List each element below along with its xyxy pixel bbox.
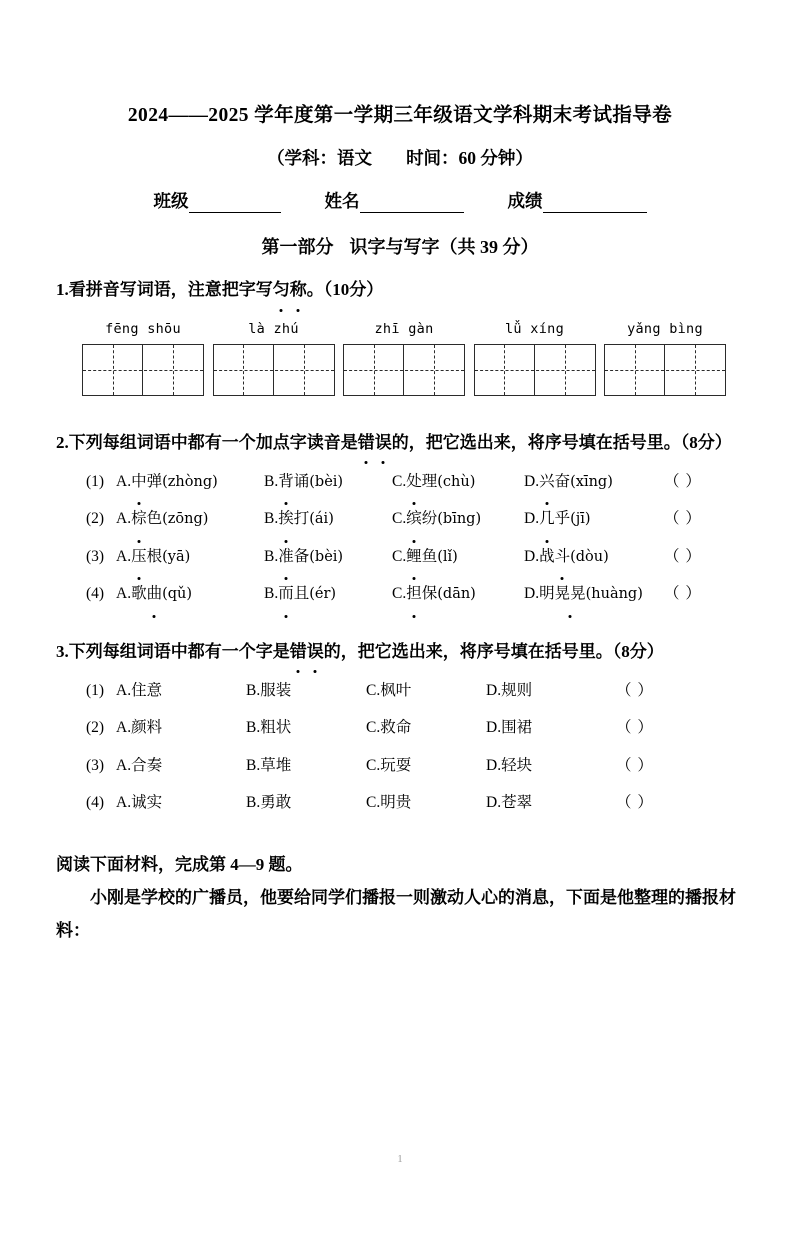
- option-word: 住意: [131, 681, 163, 699]
- emphasis-mark: 误: [375, 426, 392, 459]
- option-a[interactable]: [116, 709, 246, 747]
- option-word-post: 色: [146, 510, 163, 528]
- option-b[interactable]: [246, 747, 366, 785]
- answer-blank[interactable]: （ ）: [616, 794, 654, 812]
- emphasis-mark: 误: [307, 635, 324, 668]
- score-label: 成绩: [507, 191, 543, 212]
- option-word-post: 打: [293, 510, 310, 528]
- option-a[interactable]: [116, 463, 264, 501]
- option-label: D.: [524, 510, 540, 528]
- answer-blank[interactable]: （ ）: [616, 681, 654, 699]
- row-number: (1): [86, 681, 105, 699]
- option-word-post: 根: [146, 547, 163, 565]
- score-blank[interactable]: [543, 197, 647, 213]
- option-row: [86, 538, 744, 576]
- dotted-char: 中: [131, 463, 147, 501]
- part-one-heading: [56, 233, 744, 259]
- option-c[interactable]: [366, 672, 486, 710]
- option-label: D.: [486, 681, 502, 699]
- option-pronunciation: (ái): [309, 511, 334, 528]
- dotted-char: 担: [406, 575, 422, 613]
- emphasis-mark: 错: [358, 426, 375, 459]
- row-number: (4): [86, 794, 105, 812]
- option-word: 苍翠: [501, 794, 533, 812]
- option-label: A.: [116, 472, 132, 490]
- reading-section: [56, 848, 744, 947]
- option-pronunciation: (chù): [437, 473, 476, 490]
- option-word: 颜料: [131, 719, 163, 737]
- option-word: 诚实: [131, 794, 163, 812]
- option-pronunciation: (zhòng): [162, 473, 218, 490]
- option-label: D.: [524, 547, 540, 565]
- pinyin-label: yǎng bìng: [627, 320, 703, 337]
- option-row: [86, 747, 744, 785]
- option-word: 粗状: [260, 719, 292, 737]
- exam-subtitle: [56, 145, 744, 170]
- question-1-text-a: 看拼音写词语，注意把字写: [68, 280, 273, 300]
- answer-blank[interactable]: （ ）: [664, 547, 702, 565]
- class-field[interactable]: [154, 188, 281, 213]
- option-pronunciation: (dān): [437, 586, 476, 603]
- option-pronunciation: (xīng): [570, 473, 613, 490]
- student-info-row: [56, 188, 744, 213]
- option-row: [86, 709, 744, 747]
- emphasis-mark: 匀: [273, 273, 290, 306]
- option-b[interactable]: [264, 575, 392, 613]
- option-label: C.: [366, 794, 381, 812]
- score-field[interactable]: [508, 188, 647, 213]
- option-label: D.: [486, 756, 502, 774]
- question-1-prompt: [56, 273, 744, 306]
- option-label: B.: [264, 585, 279, 603]
- tianzige-cell[interactable]: [665, 345, 725, 395]
- option-word-pre: 歌: [131, 585, 147, 603]
- option-a[interactable]: [116, 672, 246, 710]
- answer-blank[interactable]: （ ）: [664, 510, 702, 528]
- dotted-char: 斗: [555, 538, 571, 576]
- option-label: A.: [116, 585, 132, 603]
- option-word-post: 保: [421, 585, 438, 603]
- option-label: A.: [116, 719, 132, 737]
- tianzige-box[interactable]: [82, 344, 204, 396]
- option-word-post: 理: [421, 472, 438, 490]
- option-pronunciation: (yā): [162, 548, 191, 565]
- option-row: [86, 500, 744, 538]
- class-blank[interactable]: [189, 197, 281, 213]
- option-b[interactable]: [264, 538, 392, 576]
- tianzige-cell[interactable]: [535, 345, 595, 395]
- option-b[interactable]: [246, 709, 366, 747]
- tianzige-cell[interactable]: [344, 345, 404, 395]
- option-word: 玩耍: [380, 756, 412, 774]
- option-d[interactable]: [486, 672, 616, 710]
- option-a[interactable]: [116, 538, 264, 576]
- option-word: 服装: [260, 681, 292, 699]
- dotted-char: 挨: [278, 500, 294, 538]
- option-word: 勇敢: [260, 794, 292, 812]
- pinyin-label: fēng shōu: [105, 320, 181, 337]
- option-a[interactable]: [116, 500, 264, 538]
- row-number: (2): [86, 719, 105, 737]
- pinyin-label: lǚ xíng: [505, 320, 564, 337]
- exam-page: [0, 104, 800, 1233]
- subject-label: （学科：语文: [267, 148, 373, 169]
- option-a[interactable]: [116, 784, 246, 822]
- pinyin-labels-row: [82, 321, 726, 344]
- pinyin-group: [82, 321, 204, 344]
- question-3-text-b: 的，把它选出来，将序号填在括号里。（8分）: [323, 641, 664, 661]
- emphasis-mark: 错: [290, 635, 307, 668]
- page-number: 1: [397, 1154, 403, 1165]
- option-pronunciation: (ér): [309, 586, 337, 603]
- option-d[interactable]: [524, 500, 664, 538]
- question-3-options: [56, 672, 744, 822]
- question-3-prompt: [56, 635, 744, 668]
- option-label: B.: [246, 719, 261, 737]
- row-number: (2): [86, 510, 105, 528]
- question-2-text-b: 的，把它选出来，将序号填在括号里。（8分）: [391, 432, 732, 452]
- option-label: B.: [264, 547, 279, 565]
- option-word-post: 且: [293, 585, 310, 603]
- option-b[interactable]: [246, 672, 366, 710]
- dotted-char: 而: [278, 575, 294, 613]
- dotted-char: 缤: [406, 500, 422, 538]
- option-pronunciation: (jī): [570, 511, 591, 528]
- option-d[interactable]: [486, 747, 616, 785]
- dotted-char: 棕: [131, 500, 147, 538]
- tianzige-cell[interactable]: [475, 345, 535, 395]
- tianzige-cell[interactable]: [214, 345, 274, 395]
- option-row: [86, 575, 744, 613]
- option-label: D.: [486, 719, 502, 737]
- option-word-post: 诵: [293, 472, 310, 490]
- option-label: B.: [246, 794, 261, 812]
- option-label: C.: [366, 681, 381, 699]
- row-number: (1): [86, 472, 105, 490]
- dotted-char: 压: [131, 538, 147, 576]
- part-one-title: 识字与写字（共 39 分）: [349, 237, 539, 258]
- option-pronunciation: (qǔ): [162, 586, 193, 603]
- answer-blank[interactable]: （ ）: [664, 472, 702, 490]
- pinyin-label: zhī gàn: [374, 320, 434, 337]
- option-b[interactable]: [264, 463, 392, 501]
- option-a[interactable]: [116, 747, 246, 785]
- name-field[interactable]: [325, 188, 464, 213]
- option-c[interactable]: [366, 747, 486, 785]
- option-c[interactable]: [392, 463, 524, 501]
- option-c[interactable]: [366, 784, 486, 822]
- tianzige-row: [82, 344, 726, 396]
- row-number: (4): [86, 585, 105, 603]
- tianzige-box[interactable]: [604, 344, 726, 396]
- pinyin-label: là zhú: [248, 320, 299, 337]
- pinyin-group: [343, 321, 465, 344]
- question-1-text-b: 。（10分）: [306, 280, 384, 300]
- option-pronunciation: (bèi): [309, 548, 344, 565]
- tianzige-cell[interactable]: [274, 345, 334, 395]
- option-label: A.: [116, 794, 132, 812]
- tianzige-box[interactable]: [213, 344, 335, 396]
- option-label: C.: [366, 756, 381, 774]
- option-row: [86, 672, 744, 710]
- answer-blank[interactable]: （ ）: [664, 585, 702, 603]
- option-label: D.: [524, 585, 540, 603]
- pinyin-writing-area: [56, 321, 744, 396]
- option-word-post: 弹: [146, 472, 163, 490]
- option-label: B.: [246, 681, 261, 699]
- option-label: A.: [116, 756, 132, 774]
- option-pronunciation: (zōng): [162, 511, 209, 528]
- option-word: 草堆: [260, 756, 292, 774]
- tianzige-cell[interactable]: [143, 345, 203, 395]
- name-blank[interactable]: [360, 197, 464, 213]
- option-d[interactable]: [486, 784, 616, 822]
- option-word: 明贵: [380, 794, 412, 812]
- option-pronunciation: (bèi): [309, 473, 344, 490]
- option-word: 规则: [501, 681, 533, 699]
- option-row: [86, 784, 744, 822]
- tianzige-cell[interactable]: [404, 345, 464, 395]
- dotted-char: 晃晃: [555, 575, 586, 613]
- option-word-post: 乎: [554, 510, 571, 528]
- option-label: B.: [246, 756, 261, 774]
- option-pronunciation: (bīng): [437, 511, 482, 528]
- option-d[interactable]: [486, 709, 616, 747]
- pinyin-group: [474, 321, 596, 344]
- option-word-post: 纷: [421, 510, 438, 528]
- option-word: 合奏: [131, 756, 163, 774]
- answer-blank[interactable]: （ ）: [616, 719, 654, 737]
- question-2-options: [56, 463, 744, 613]
- reading-passage: 小刚是学校的广播员，他要给同学们播报一则激动人心的消息，下面是他整理的播报材料：: [56, 887, 736, 941]
- option-pronunciation: (huàng): [585, 586, 643, 603]
- row-number: (3): [86, 547, 105, 565]
- option-word-post: 鱼: [421, 547, 438, 565]
- time-label: 时间：60 分钟）: [406, 148, 533, 169]
- option-label: D.: [524, 472, 540, 490]
- tianzige-cell[interactable]: [605, 345, 665, 395]
- dotted-char: 兴: [539, 463, 555, 501]
- class-label: 班级: [153, 191, 189, 212]
- option-word: 枫叶: [380, 681, 412, 699]
- option-label: A.: [116, 547, 132, 565]
- option-word-post: 备: [293, 547, 310, 565]
- option-pronunciation: (dòu): [570, 548, 609, 565]
- dotted-char: 背: [278, 463, 294, 501]
- option-label: B.: [264, 472, 279, 490]
- name-label: 姓名: [324, 191, 360, 212]
- option-word-pre: 明: [539, 585, 555, 603]
- option-label: A.: [116, 510, 132, 528]
- option-b[interactable]: [246, 784, 366, 822]
- tianzige-cell[interactable]: [83, 345, 143, 395]
- option-row: [86, 463, 744, 501]
- option-b[interactable]: [264, 500, 392, 538]
- dotted-char: 处: [406, 463, 422, 501]
- reading-instruction: 阅读下面材料，完成第 4—9 题。: [56, 854, 303, 874]
- row-number: (3): [86, 756, 105, 774]
- option-c[interactable]: [366, 709, 486, 747]
- option-word: 围裙: [501, 719, 533, 737]
- option-d[interactable]: [524, 538, 664, 576]
- option-label: A.: [116, 681, 132, 699]
- option-a[interactable]: [116, 575, 264, 613]
- option-label: C.: [392, 510, 407, 528]
- option-word: 救命: [380, 719, 412, 737]
- dotted-char: 准: [278, 538, 294, 576]
- option-c[interactable]: [392, 500, 524, 538]
- page-title: 2024——2025 学年度第一学期三年级语文学科期末考试指导卷: [127, 105, 673, 126]
- option-word-pre: 战: [539, 547, 555, 565]
- option-label: C.: [392, 547, 407, 565]
- option-c[interactable]: [392, 538, 524, 576]
- tianzige-box[interactable]: [343, 344, 465, 396]
- option-d[interactable]: [524, 575, 664, 613]
- option-c[interactable]: [392, 575, 524, 613]
- question-2-prompt: [56, 426, 744, 459]
- option-d[interactable]: [524, 463, 664, 501]
- option-label: C.: [366, 719, 381, 737]
- option-pronunciation: (lǐ): [437, 548, 458, 565]
- option-word: 轻块: [501, 756, 533, 774]
- pinyin-group: [604, 321, 726, 344]
- tianzige-box[interactable]: [474, 344, 596, 396]
- option-label: B.: [264, 510, 279, 528]
- option-word-post: 奋: [554, 472, 571, 490]
- option-label: C.: [392, 472, 407, 490]
- dotted-char: 几: [539, 500, 555, 538]
- pinyin-group: [213, 321, 335, 344]
- option-label: C.: [392, 585, 407, 603]
- question-3-text-a: 下列每组词语中都有一个字是: [68, 641, 290, 661]
- emphasis-mark: 称: [290, 273, 307, 306]
- dotted-char: 鲤: [406, 538, 422, 576]
- option-label: D.: [486, 794, 502, 812]
- question-2-number: 2.: [56, 432, 69, 452]
- part-one-prefix: 第一部分: [261, 237, 334, 258]
- answer-blank[interactable]: （ ）: [616, 756, 654, 774]
- dotted-char: 曲: [147, 575, 163, 613]
- question-2-text-a: 下列每组词语中都有一个加点字读音是: [68, 432, 358, 452]
- question-1-number: 1.: [56, 280, 69, 300]
- question-3-number: 3.: [56, 641, 69, 661]
